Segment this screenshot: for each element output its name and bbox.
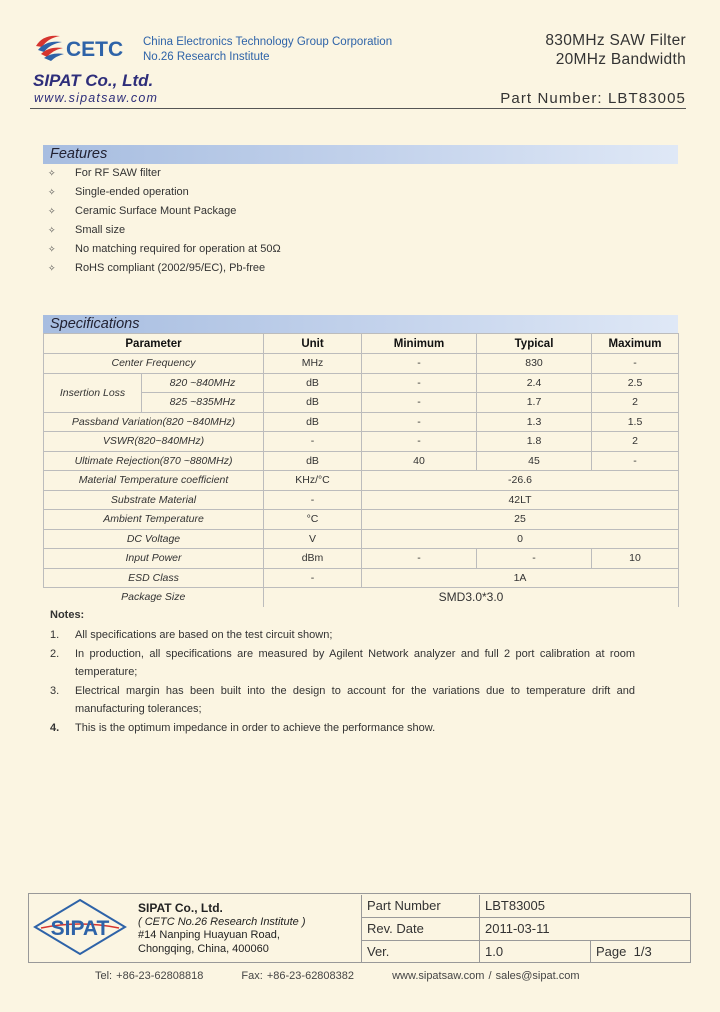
list-item: ✧ RoHS compliant (2002/95/EC), Pb-free xyxy=(48,260,281,279)
bullet-icon: ✧ xyxy=(48,187,56,197)
part-number-label: Part Number xyxy=(367,898,441,913)
table-row: Material Temperature coefficient KHz/°C -26.6 xyxy=(44,471,679,491)
list-item: ✧ Ceramic Surface Mount Package xyxy=(48,203,281,222)
note-item: 4. This is the optimum impedance in order to achieve the performance show. xyxy=(50,721,436,734)
table-row: Insertion Loss 820 ~840MHz dB - 2.4 2.5 xyxy=(44,373,679,393)
rev-date-label: Rev. Date xyxy=(367,921,424,936)
part-number-header: Part Number: LBT83005 xyxy=(500,90,686,107)
list-item: ✧ For RF SAW filter xyxy=(48,165,281,184)
org-name: China Electronics Technology Group Corporation No.26 Research Institute xyxy=(143,36,393,63)
table-row: Passband Variation(820 ~840MHz) dB - 1.3 1.5 xyxy=(44,412,679,432)
list-item: ✧ Single-ended operation xyxy=(48,184,281,203)
list-item: ✧ No matching required for operation at 50Ω xyxy=(48,241,281,260)
table-header-row: Parameter Unit Minimum Typical Maximum xyxy=(44,334,679,354)
table-row: 825 ~835MHz dB - 1.7 2 xyxy=(44,393,679,413)
document-info-grid xyxy=(361,895,690,962)
bullet-icon: ✧ xyxy=(48,225,56,235)
svg-text:CETC: CETC xyxy=(66,38,124,61)
sipat-logo xyxy=(33,898,127,956)
bullet-icon: ✧ xyxy=(48,244,56,254)
table-row: ESD Class - 1A xyxy=(44,568,679,588)
bullet-icon: ✧ xyxy=(48,168,56,178)
bullet-icon: ✧ xyxy=(48,206,56,216)
version-value: 1.0 xyxy=(485,944,504,959)
cetc-logo xyxy=(34,30,144,64)
notes-title: Notes: xyxy=(50,609,85,621)
table-row: Substrate Material - 42LT xyxy=(44,490,679,510)
table-row: VSWR(820~840MHz) - - 1.8 2 xyxy=(44,432,679,452)
features-list xyxy=(48,165,281,279)
part-number-value: LBT83005 xyxy=(485,898,545,913)
note-item: 1. All specifications are based on the test circuit shown; xyxy=(50,629,333,641)
footer-company: SIPAT Co., Ltd. ( CETC No.26 Research Institute ) #14 Nanping Huayuan Road, Chongqing, China, 400060 xyxy=(138,901,306,955)
table-row: DC Voltage V 0 xyxy=(44,529,679,549)
specifications-heading: Specifications xyxy=(43,315,678,334)
features-heading: Features xyxy=(43,145,678,164)
cetc-emblem-icon xyxy=(36,36,64,61)
note-item: 3. Electrical margin has been built into the design to account for the variations due to temperature drift and manufacturing tolerances; xyxy=(50,684,635,716)
svg-text:SIPAT: SIPAT xyxy=(50,917,110,940)
company-name: SIPAT Co., Ltd. xyxy=(33,71,154,90)
rev-date-value: 2011-03-11 xyxy=(485,921,550,936)
table-row: Input Power dBm - - 10 xyxy=(44,549,679,569)
web-email[interactable]: www.sipatsaw.com / sales@sipat.com xyxy=(392,970,580,982)
notes-section xyxy=(50,608,635,738)
website-link[interactable]: www.sipatsaw.com xyxy=(34,91,159,105)
table-row: Ambient Temperature °C 25 xyxy=(44,510,679,530)
bullet-icon: ✧ xyxy=(48,263,56,273)
contact-line xyxy=(95,970,580,982)
product-title: 830MHz SAW Filter 20MHz Bandwidth xyxy=(545,32,686,68)
tel: Tel: +86-23-62808818 xyxy=(95,970,204,982)
spec-table xyxy=(43,333,679,607)
version-label: Ver. xyxy=(367,944,390,959)
header-divider xyxy=(30,108,686,109)
table-row: Package Size SMD3.0*3.0 xyxy=(44,588,679,607)
page-indicator: Page 1/3 xyxy=(596,944,652,959)
table-row: Ultimate Rejection(870 ~880MHz) dB 40 45 - xyxy=(44,451,679,471)
note-item: 2. In production, all specifications are measured by Agilent Network analyzer and full 2 port calibration at room temperature; xyxy=(50,647,635,679)
table-row: Center Frequency MHz - 830 - xyxy=(44,354,679,374)
list-item: ✧ Small size xyxy=(48,222,281,241)
fax: Fax: +86-23-62808382 xyxy=(241,970,355,982)
